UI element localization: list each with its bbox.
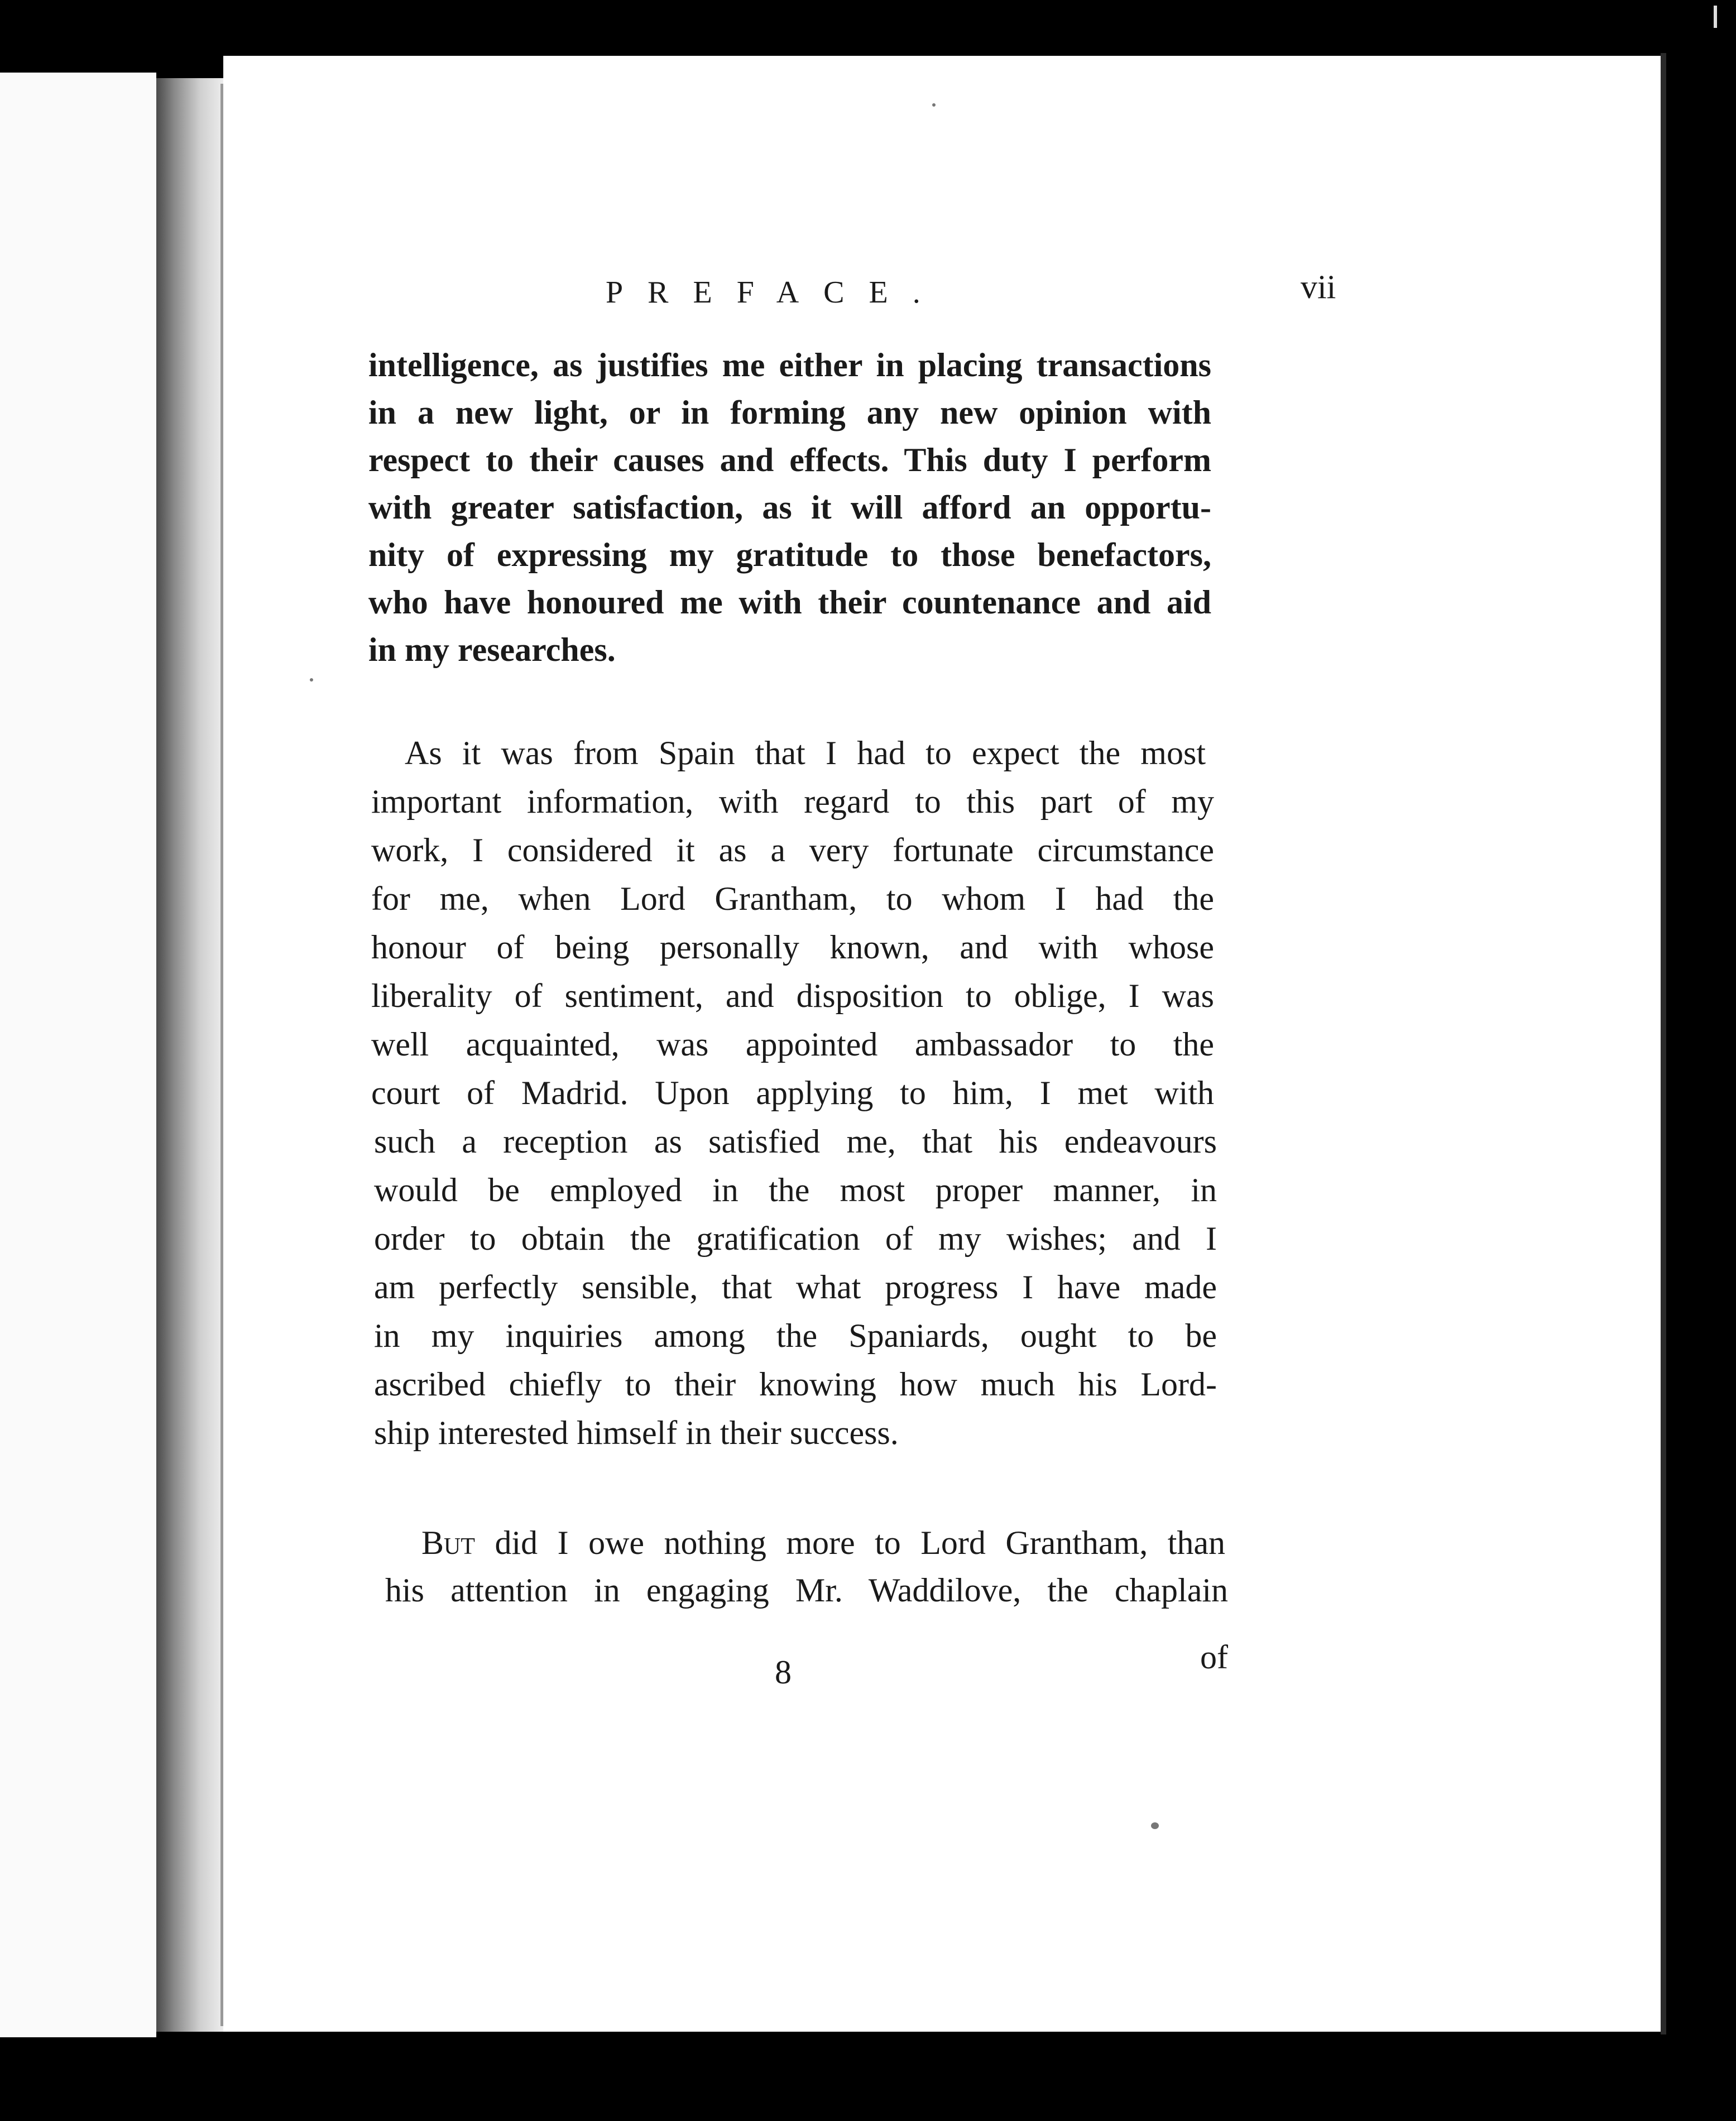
text-line	[421, 1524, 1225, 1562]
text-line: order to obtain the gratification of my wishes; and I	[374, 1220, 1217, 1257]
facing-page-edge	[0, 73, 156, 2037]
corner-mark	[1714, 6, 1717, 28]
text-line: ship interested himself in their success.	[374, 1414, 899, 1451]
text-line: for me, when Lord Grantham, to whom I had the	[371, 880, 1214, 917]
text-line: intelligence, as justifies me either in placing transactions	[368, 347, 1211, 383]
text-line: in my researches.	[368, 631, 616, 668]
catchword: of	[1200, 1639, 1228, 1676]
text-line: work, I considered it as a very fortunate circumstance	[371, 832, 1214, 868]
text-line: in a new light, or in forming any new opinion with	[368, 394, 1211, 431]
text-line: who have honoured me with their countenance and aid	[368, 584, 1211, 621]
text-line: well acquainted, was appointed ambassador to the	[371, 1026, 1214, 1063]
speck	[310, 678, 313, 682]
text-line: with greater satisfaction, as it will afford an opportu-	[368, 489, 1211, 526]
page-edge	[1661, 53, 1666, 2034]
page-number: vii	[1301, 268, 1336, 305]
text-line: ascribed chiefly to their knowing how much his Lord-	[374, 1366, 1217, 1403]
text-line: his attention in engaging Mr. Waddilove, the chaplain	[385, 1572, 1228, 1609]
text-run: did I owe nothing more to Lord Grantham, than	[475, 1524, 1225, 1561]
speck	[1151, 1822, 1159, 1829]
text-line: nity of expressing my gratitude to those benefactors,	[368, 536, 1211, 573]
text-line: important information, with regard to this part of my	[371, 783, 1214, 820]
text-line: As it was from Spain that I had to expect the most	[405, 735, 1206, 771]
text-line: am perfectly sensible, that what progress I have made	[374, 1269, 1217, 1306]
text-line: court of Madrid. Upon applying to him, I met with	[371, 1074, 1214, 1111]
speck	[932, 103, 936, 107]
text-line: such a reception as satisfied me, that his endeavours	[374, 1123, 1217, 1160]
text-line: respect to their causes and effects. This duty I perform	[368, 442, 1211, 478]
text-line: liberality of sentiment, and disposition to oblige, I was	[371, 977, 1214, 1014]
text-line: in my inquiries among the Spaniards, ought to be	[374, 1317, 1217, 1354]
running-head: PREFACE.	[606, 275, 945, 310]
book-gutter	[156, 78, 229, 2032]
text-line: honour of being personally known, and with whose	[371, 929, 1214, 966]
text-line: would be employed in the most proper manner, in	[374, 1172, 1217, 1208]
lead-word: But	[421, 1524, 476, 1561]
signature-mark: 8	[775, 1654, 792, 1691]
